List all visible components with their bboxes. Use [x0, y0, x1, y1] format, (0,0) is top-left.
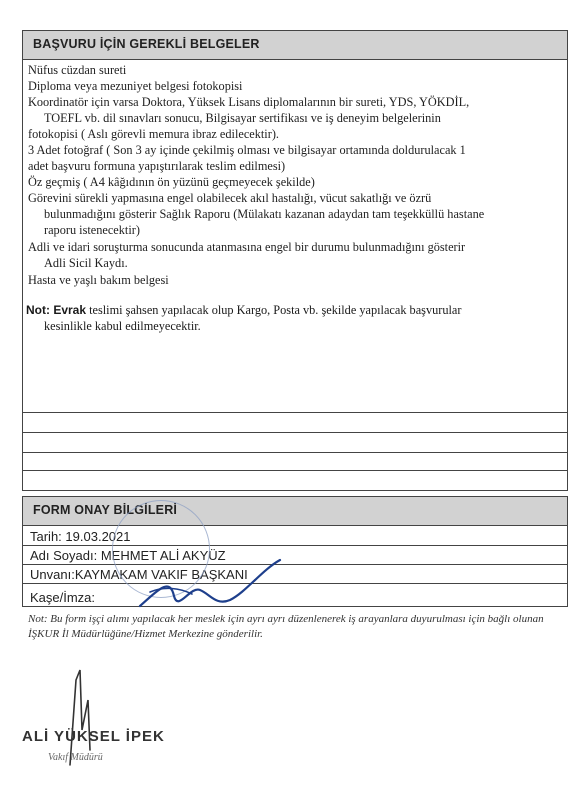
name-value: MEHMET ALİ AKYÜZ [100, 548, 226, 563]
requirement-item: raporu istenecektir) [44, 223, 140, 237]
requirement-item: Görevini sürekli yapmasına engel olabilecek akıl hastalığı, vücut sakatlığı ve özrü [28, 191, 432, 205]
requirement-item: 3 Adet fotoğraf ( Son 3 ay içinde çekilmiş olması ve bilgisayar ortamında doldurulacak 1 [28, 143, 466, 157]
footer-note: Not: Bu form işçi alımı yapılacak her meslek için ayrı ayrı düzenlenerek iş arayanlara duyurulması için bağlı olunan İŞKUR İl Müdürlüğüne/Hizmet Merkezine gönderilir. [28, 613, 544, 640]
requirements-header [22, 30, 568, 60]
requirement-item: Adli ve idari soruşturma sonucunda atanmasına engel bir durumu bulunmadığını gösterir [28, 240, 466, 254]
date-label: Tarih: [30, 529, 62, 544]
note-line-2: kesinlikle kabul edilmeyecektir. [44, 319, 201, 333]
title-label: Unvanı: [30, 567, 75, 582]
stamp-row [30, 590, 95, 605]
requirements-title: BAŞVURU İÇİN GEREKLİ BELGELER [33, 37, 260, 51]
name-label: Adı Soyadı: [30, 548, 98, 563]
stamp-label: Kaşe/İmza: [30, 590, 96, 605]
requirement-item: Nüfus cüzdan sureti [28, 63, 127, 77]
requirement-item: Adli Sicil Kaydı. [44, 256, 128, 270]
requirements-note [26, 302, 461, 318]
note-line-1: teslimi şahsen yapılacak olup Kargo, Posta vb. şekilde yapılacak başvurular [89, 303, 462, 317]
approval-header [22, 496, 568, 526]
bottom-logo-sub: Vakıf Müdürü [48, 752, 103, 763]
requirement-item: Koordinatör için varsa Doktora, Yüksek Lisans diplomalarının bir sureti, YDS, YÖKDİL, [28, 95, 470, 109]
requirement-item: fotokopisi ( Aslı görevli memura ibraz edilecektir). [28, 127, 279, 141]
approval-title: FORM ONAY BİLGİLERİ [33, 503, 178, 517]
bottom-logo-text: ALİ YÜKSEL İPEK [22, 728, 165, 745]
title-value: KAYMAKAM VAKIF BAŞKANI [74, 567, 248, 582]
requirement-item: Diploma veya mezuniyet belgesi fotokopisi [28, 79, 243, 93]
requirement-item: Öz geçmiş ( A4 kâğıdının ön yüzünü geçmeyecek şekilde) [28, 175, 315, 189]
note-label: Not: Evrak [26, 303, 87, 317]
date-value: 19.03.2021 [65, 529, 131, 544]
requirement-item: TOEFL vb. dil sınavları sonucu, Bilgisayar sertifikası ve iş deneyim belgelerinin [44, 111, 441, 125]
signature-mark [130, 548, 290, 618]
requirement-item: adet başvuru formuna yapıştırılarak teslim edilmesi) [28, 159, 286, 173]
requirement-item: Hasta ve yaşlı bakım belgesi [28, 273, 169, 287]
requirement-item: bulunmadığını gösterir Sağlık Raporu (Mülakatı kazanan adaydan tam teşekküllü hastane [44, 207, 485, 221]
